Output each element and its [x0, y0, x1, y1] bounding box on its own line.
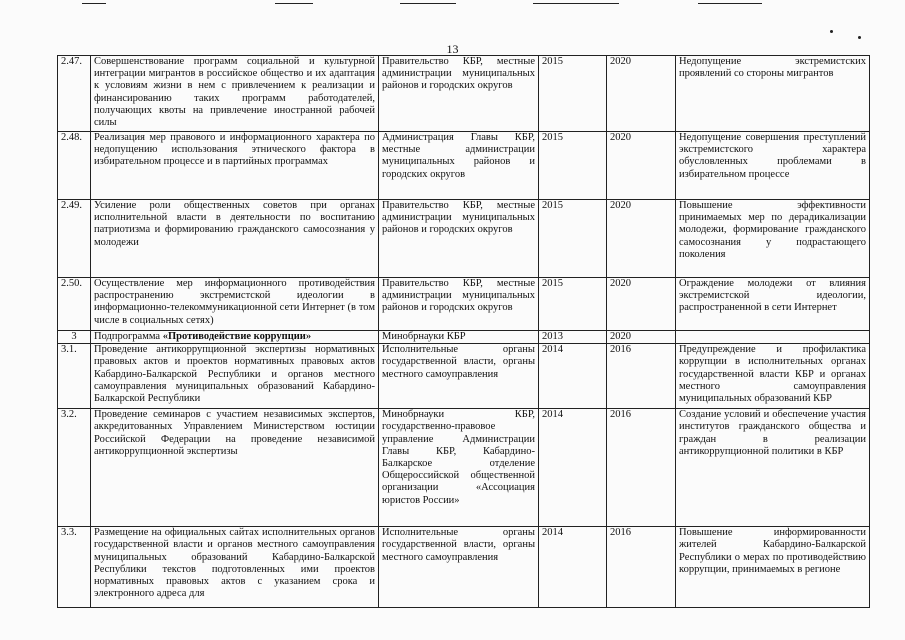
- executor-cell: Исполнительные органы государственной власти, органы местного самоуправления: [379, 344, 539, 409]
- end-year-cell: 2016: [607, 344, 676, 409]
- end-year-cell: 2016: [607, 527, 676, 608]
- top-rule-2: [275, 3, 313, 4]
- activity-cell: Усиление роли общественных советов при органах исполнительной власти в деятельности по воспитанию патриотизма и формированию гражданского самосознания у молодежи: [91, 200, 379, 278]
- result-cell: Повышение эффективности принимаемых мер по дерадикализации молодежи, формирование гражданского самосознания у подрастающего поколения: [676, 200, 870, 278]
- activity-cell: Проведение семинаров с участием независимых экспертов, аккредитованных Управлением Министерством юстиции Российской Федерации на проведение независимой антикоррупционной экспертизы: [91, 409, 379, 527]
- table-row: [58, 132, 870, 200]
- start-year-cell: 2015: [539, 56, 607, 132]
- table-row: [58, 409, 870, 527]
- activity-cell: Реализация мер правового и информационного характера по недопущению использования этнического фактора в избирательном процессе и в партийных программах: [91, 132, 379, 200]
- page-number: 13: [446, 42, 459, 56]
- executor-cell: Правительство КБР, местные администрации муниципальных районов и городских округов: [379, 278, 539, 331]
- subprogram-title: [91, 331, 379, 344]
- result-cell: Предупреждение и профилактика коррупции в исполнительных органах государственной власти КБР и органах местного самоуправления муниципальных образований КБР: [676, 344, 870, 409]
- subprogram-prefix: Подпрограмма: [94, 331, 163, 342]
- executor-cell: Исполнительные органы государственной власти, органы местного самоуправления: [379, 527, 539, 608]
- table-row: [58, 56, 870, 132]
- executor-cell: Администрация Главы КБР, местные администрации муниципальных районов и городских округов: [379, 132, 539, 200]
- scan-dot: [830, 30, 833, 33]
- row-number: 2.50.: [58, 278, 91, 331]
- start-year-cell: 2014: [539, 409, 607, 527]
- activity-cell: [91, 527, 379, 608]
- row-number: 3.2.: [58, 409, 91, 527]
- end-year-cell: 2020: [607, 200, 676, 278]
- result-cell: Недопущение совершения преступлений экстремистского характера обусловленных проблемами в избирательном процессе: [676, 132, 870, 200]
- executor-cell: Минобрнауки КБР: [379, 331, 539, 344]
- row-number: 3: [58, 331, 91, 344]
- top-rule-3: [400, 3, 456, 4]
- result-cell: Повышение информированности жителей Кабардино-Балкарской Республики о мерах по противодействию коррупции, принимаемых в регионе: [676, 527, 870, 608]
- end-year-cell: 2016: [607, 409, 676, 527]
- row-number: 2.47.: [58, 56, 91, 132]
- activity-text: Размещение на официальных сайтах исполнительных органов государственной власти и органов местного самоуправления муниципальных образований Кабардино-Балкарской Республики текстов подготовленных ими проектов нормативных правовых актов с указанием срока и электронного адреса для: [94, 527, 375, 600]
- end-year-cell: 2020: [607, 132, 676, 200]
- start-year-cell: 2014: [539, 344, 607, 409]
- row-number: 3.1.: [58, 344, 91, 409]
- table-row: [58, 344, 870, 409]
- end-year-cell: 2020: [607, 331, 676, 344]
- scan-dot: [858, 36, 861, 39]
- start-year-cell: 2015: [539, 278, 607, 331]
- activity-cell: Осуществление мер информационного противодействия распространению экстремистской идеологии в информационно-телекоммуникационной сети Интернет (в том числе в социальных сетях): [91, 278, 379, 331]
- activity-cell: Совершенствование программ социальной и культурной интеграции мигрантов в российское общество и их адаптация к условиям жизни в нем с привлечением к реализации и финансированию таких программ работодателей, получающих квоты на привлечение иностранной рабочей силы: [91, 56, 379, 132]
- top-rule-5: [698, 3, 762, 4]
- result-cell: Создание условий и обеспечение участия институтов гражданского общества и граждан в реализации антикоррупционной политики в КБР: [676, 409, 870, 527]
- executor-cell: Правительство КБР, местные администрации муниципальных районов и городских округов: [379, 200, 539, 278]
- result-cell: Недопущение экстремистских проявлений со стороны мигрантов: [676, 56, 870, 132]
- measures-table: [57, 55, 870, 608]
- row-number: 2.48.: [58, 132, 91, 200]
- top-rule-4: [533, 3, 619, 4]
- start-year-cell: 2014: [539, 527, 607, 608]
- end-year-cell: 2020: [607, 278, 676, 331]
- subprogram-name: «Противодействие коррупции»: [162, 331, 312, 342]
- activity-cell: Проведение антикоррупционной экспертизы нормативных правовых актов и проектов нормативных правовых актов Кабардино-Балкарской Республики и органов местного самоуправления муниципальных образований Кабардино-Балкарской Республики: [91, 344, 379, 409]
- top-rule-1: [82, 3, 106, 4]
- table-row: [58, 200, 870, 278]
- start-year-cell: 2013: [539, 331, 607, 344]
- subprogram-row: [58, 331, 870, 344]
- table-row: [58, 527, 870, 608]
- executor-cell: Минобрнауки КБР, государственно-правовое управление Администрации Главы КБР, Кабардино-Балкарское отделение Общероссийской общественной организации «Ассоциация юристов России»: [379, 409, 539, 527]
- table-row: [58, 278, 870, 331]
- result-cell: [676, 331, 870, 344]
- row-number: 2.49.: [58, 200, 91, 278]
- start-year-cell: 2015: [539, 132, 607, 200]
- row-number: 3.3.: [58, 527, 91, 608]
- result-cell: Ограждение молодежи от влияния экстремистской идеологии, распространенной в сети Интернет: [676, 278, 870, 331]
- executor-cell: Правительство КБР, местные администрации муниципальных районов и городских округов: [379, 56, 539, 132]
- start-year-cell: 2015: [539, 200, 607, 278]
- end-year-cell: 2020: [607, 56, 676, 132]
